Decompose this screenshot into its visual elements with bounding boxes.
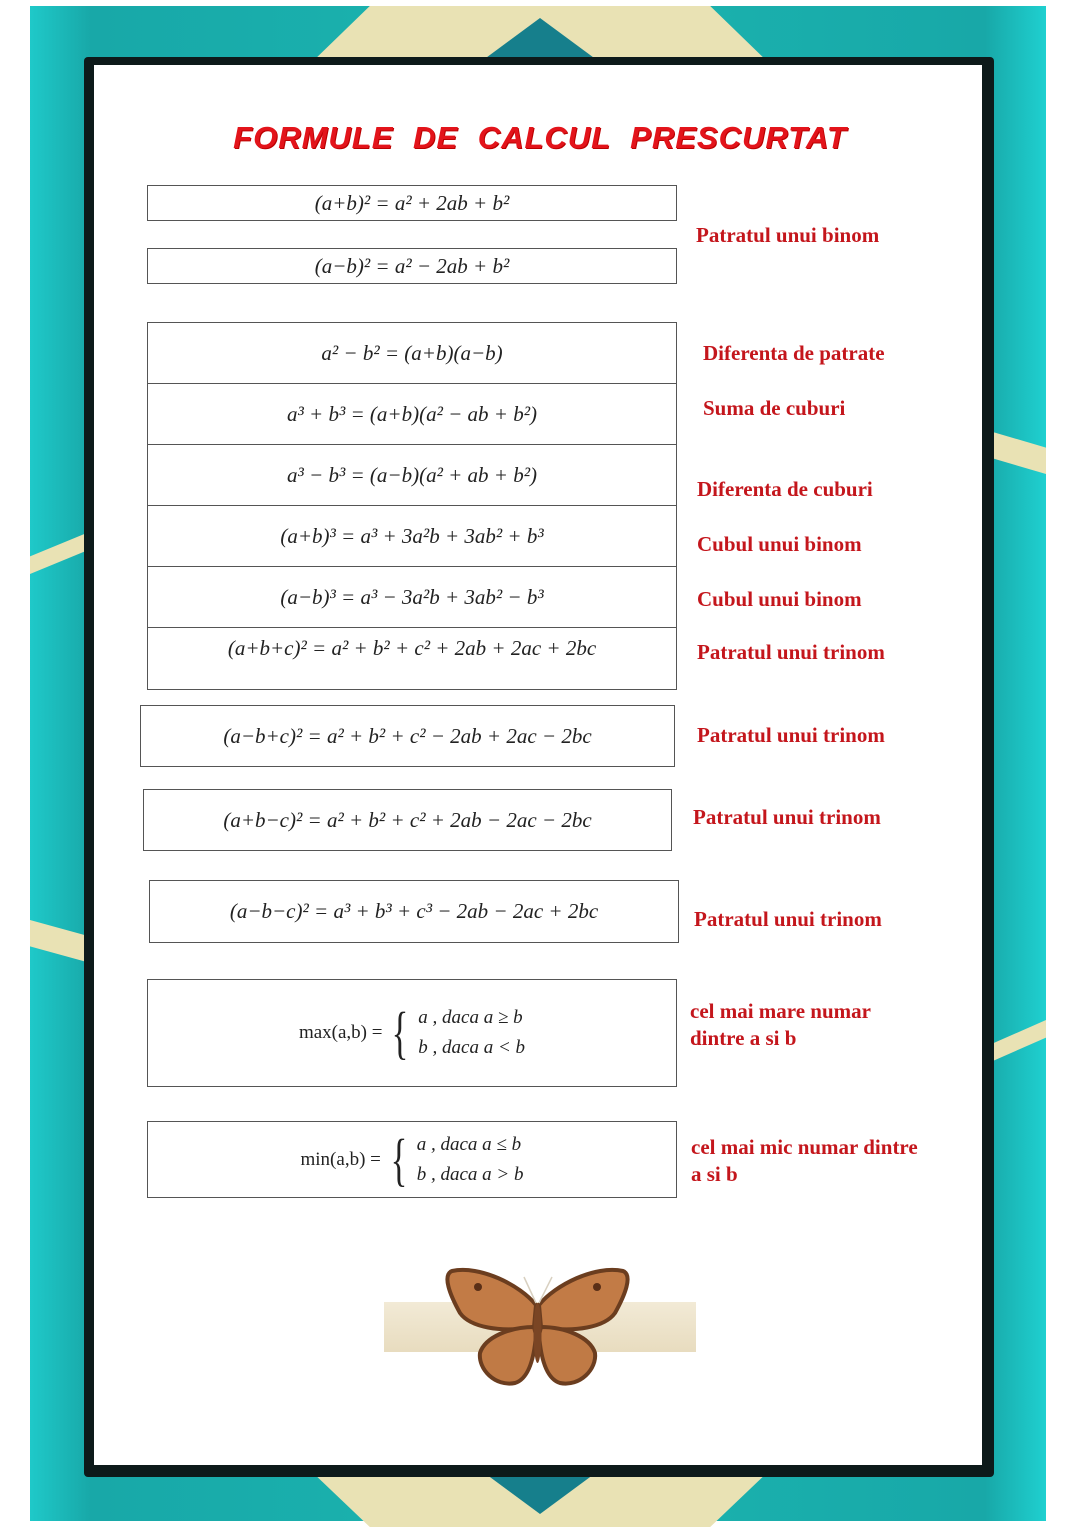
min-label-line-1: cel mai mic numar dintre (691, 1135, 918, 1159)
formula-box (147, 444, 677, 506)
formula-text: (a+b)² = a² + 2ab + b² (314, 190, 510, 215)
formula-box (147, 383, 677, 445)
min-label-line-2: a si b (691, 1162, 738, 1186)
min-lhs: min(a,b) = (300, 1148, 381, 1170)
formula-text: (a+b)³ = a³ + 3a²b + 3ab² + b³ (280, 523, 544, 548)
formula-label: Cubul unui binom (697, 532, 862, 556)
formula-label: Suma de cuburi (703, 396, 846, 420)
brace-icon: { (390, 1126, 408, 1192)
formula-label: Patratul unui trinom (697, 640, 885, 664)
formula-box (147, 185, 677, 221)
formula-text: (a−b+c)² = a² + b² + c² − 2ab + 2ac − 2bc (223, 723, 592, 748)
formula-box (140, 705, 675, 767)
formula-label: Patratul unui trinom (693, 805, 881, 829)
formula-text: (a−b)² = a² − 2ab + b² (314, 253, 510, 278)
butterfly-icon (440, 1265, 635, 1390)
max-formula (298, 1000, 526, 1065)
max-label-line-2: dintre a si b (690, 1026, 797, 1050)
min-formula-box (147, 1121, 677, 1198)
formula-text: a³ + b³ = (a+b)(a² − ab + b²) (286, 401, 537, 426)
max-case-2: b , daca a < b (418, 1037, 526, 1058)
min-case-1: a , daca a ≤ b (416, 1133, 522, 1155)
formula-label: Patratul unui trinom (697, 723, 885, 747)
formula-label: Diferenta de cuburi (697, 477, 873, 501)
formula-text: (a−b)³ = a³ − 3a²b + 3ab² − b³ (280, 584, 544, 609)
formula-text: (a+b+c)² = a² + b² + c² + 2ab + 2ac + 2bc (227, 636, 597, 660)
max-lhs: max(a,b) = (298, 1022, 383, 1043)
brace-icon: { (392, 1000, 409, 1065)
max-label (690, 998, 871, 1052)
min-label (691, 1134, 918, 1188)
formula-box (147, 505, 677, 567)
page-title: FORMULE DE CALCUL PRESCURTAT (233, 120, 847, 155)
formula-box (147, 248, 677, 284)
formula-box (143, 789, 672, 851)
min-case-2: b , daca a > b (416, 1163, 524, 1185)
max-formula-box (147, 979, 677, 1087)
formula-label: Cubul unui binom (697, 587, 862, 611)
formula-box (147, 322, 677, 384)
formula-label: Diferenta de patrate (703, 341, 885, 365)
formula-box (147, 627, 677, 690)
formula-text: a² − b² = (a+b)(a−b) (321, 340, 503, 365)
formula-box (149, 880, 679, 943)
min-formula (300, 1126, 524, 1192)
min-cases (417, 1130, 524, 1190)
max-case-1: a , daca a ≥ b (418, 1007, 523, 1028)
formula-label: Patratul unui trinom (694, 907, 882, 931)
formula-text: a³ − b³ = (a−b)(a² + ab + b²) (286, 462, 537, 487)
formula-text: (a−b−c)² = a³ + b³ + c³ − 2ab − 2ac + 2bc (229, 899, 599, 923)
max-label-line-1: cel mai mare numar (690, 999, 871, 1023)
max-cases (418, 1003, 525, 1063)
formula-text: (a+b−c)² = a² + b² + c² + 2ab − 2ac − 2bc (223, 807, 592, 832)
formula-box (147, 566, 677, 628)
formula-label: Patratul unui binom (696, 223, 880, 247)
